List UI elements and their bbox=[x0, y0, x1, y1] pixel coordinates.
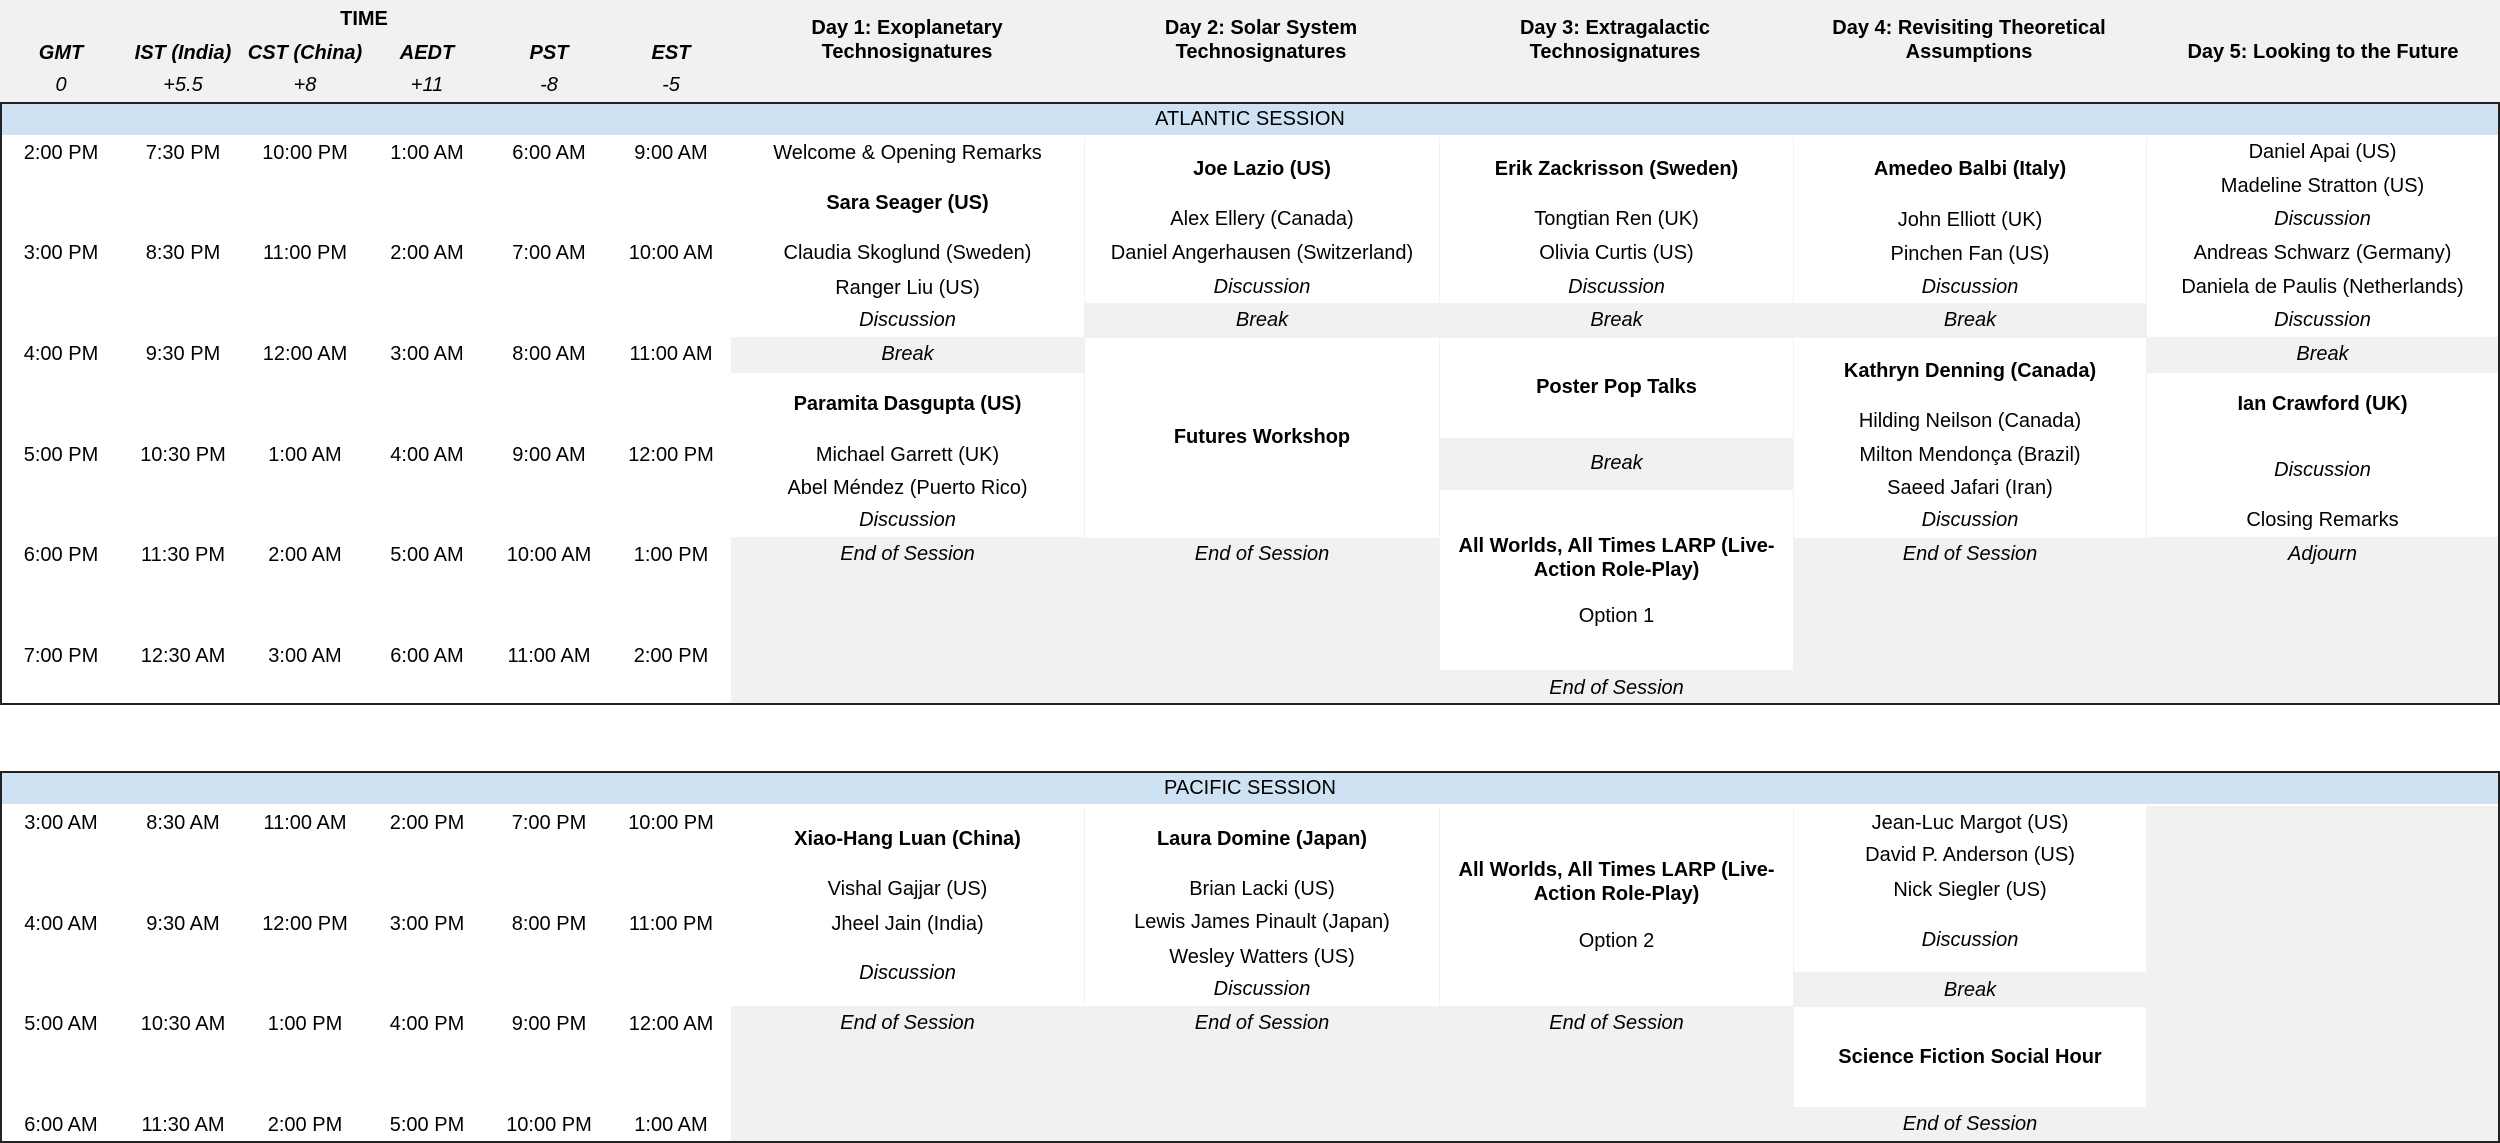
time-cell: 4:00 AM bbox=[390, 444, 464, 466]
time-cell: 7:00 PM bbox=[23, 645, 99, 667]
time-cell: 6:00 AM bbox=[512, 142, 586, 164]
speaker: Wesley Watters (US) bbox=[1169, 946, 1355, 968]
speaker: Daniela de Paulis (Netherlands) bbox=[2181, 276, 2464, 298]
time-cell: 11:00 AM bbox=[263, 812, 347, 834]
offset-pst: -8 bbox=[540, 74, 558, 96]
time-cell: 11:00 PM bbox=[628, 913, 714, 935]
time-cell: 10:00 AM bbox=[628, 242, 714, 264]
time-cell: 6:00 AM bbox=[24, 1114, 98, 1136]
zone-ist: IST (India) bbox=[134, 42, 232, 64]
time-cell: 10:00 PM bbox=[262, 142, 348, 164]
closing-remarks: Closing Remarks bbox=[2246, 509, 2399, 531]
session-chair: Laura Domine (Japan) bbox=[1156, 828, 1368, 850]
time-cell: 10:00 PM bbox=[628, 812, 714, 834]
break-slot: Break bbox=[881, 343, 934, 365]
time-cell: 8:30 AM bbox=[146, 812, 220, 834]
break-slot: Break bbox=[2296, 343, 2349, 365]
time-cell: 2:00 AM bbox=[268, 544, 342, 566]
session-chair: Kathryn Denning (Canada) bbox=[1843, 360, 2097, 382]
time-cell: 12:00 PM bbox=[262, 913, 348, 935]
time-cell: 12:30 AM bbox=[140, 645, 226, 667]
time-cell: 3:00 PM bbox=[23, 242, 99, 264]
day-2-header: Day 2: Solar System Technosignatures bbox=[1164, 17, 1358, 63]
larp-activity: All Worlds, All Times LARP (Live-Action Role-Play) bbox=[1458, 859, 1775, 905]
speaker: Ranger Liu (US) bbox=[835, 277, 980, 299]
time-cell: 6:00 PM bbox=[23, 544, 99, 566]
zone-pst: PST bbox=[529, 42, 569, 64]
larp-activity: All Worlds, All Times LARP (Live-Action Role-Play) bbox=[1458, 535, 1775, 581]
speaker: David P. Anderson (US) bbox=[1865, 844, 2075, 866]
discussion-slot: Discussion bbox=[859, 309, 956, 331]
time-cell: 1:00 PM bbox=[267, 1013, 343, 1035]
offset-ist: +5.5 bbox=[163, 74, 203, 96]
time-cell: 11:00 AM bbox=[629, 343, 713, 365]
speaker: Brian Lacki (US) bbox=[1189, 878, 1335, 900]
discussion-slot: Discussion bbox=[1921, 509, 2019, 531]
end-of-session: End of Session bbox=[1902, 543, 2038, 565]
time-cell: 9:00 PM bbox=[511, 1013, 587, 1035]
speaker: Hilding Neilson (Canada) bbox=[1858, 410, 2082, 432]
speaker: Pinchen Fan (US) bbox=[1890, 243, 2050, 265]
time-cell: 4:00 PM bbox=[389, 1013, 465, 1035]
time-cell: 10:30 PM bbox=[140, 444, 226, 466]
time-cell: 7:00 PM bbox=[511, 812, 587, 834]
speaker: Saeed Jafari (Iran) bbox=[1887, 477, 2053, 499]
atlantic-session-frame bbox=[0, 102, 2500, 705]
time-cell: 5:00 AM bbox=[24, 1013, 98, 1035]
break-slot: Break bbox=[1235, 309, 1289, 331]
time-cell: 2:00 AM bbox=[390, 242, 464, 264]
discussion-slot: Discussion bbox=[1213, 978, 1311, 1000]
break-slot: Break bbox=[1590, 309, 1643, 331]
atlantic-session-title: ATLANTIC SESSION bbox=[2, 104, 2498, 135]
time-cell: 9:30 AM bbox=[146, 913, 220, 935]
session-chair: Amedeo Balbi (Italy) bbox=[1873, 158, 2067, 180]
time-cell: 1:00 AM bbox=[268, 444, 342, 466]
time-cell: 1:00 AM bbox=[390, 142, 464, 164]
time-label: TIME bbox=[340, 8, 388, 30]
time-cell: 10:30 AM bbox=[140, 1013, 226, 1035]
time-cell: 3:00 AM bbox=[390, 343, 464, 365]
zone-est: EST bbox=[651, 42, 691, 64]
time-cell: 11:30 AM bbox=[141, 1114, 225, 1136]
time-cell: 4:00 PM bbox=[23, 343, 99, 365]
day-3-header: Day 3: Extragalactic Technosignatures bbox=[1519, 17, 1711, 63]
end-of-session: End of Session bbox=[840, 543, 975, 565]
time-cell: 11:00 PM bbox=[262, 242, 348, 264]
time-cell: 1:00 PM bbox=[633, 544, 709, 566]
time-cell: 3:00 PM bbox=[389, 913, 465, 935]
discussion-slot: Discussion bbox=[2274, 208, 2371, 230]
speaker: Olivia Curtis (US) bbox=[1539, 242, 1694, 264]
end-of-session: End of Session bbox=[1194, 1012, 1330, 1034]
offset-cst: +8 bbox=[293, 74, 317, 96]
time-cell: 1:00 AM bbox=[634, 1114, 708, 1136]
speaker: Tongtian Ren (UK) bbox=[1534, 208, 1699, 230]
end-of-session: End of Session bbox=[1549, 1012, 1684, 1034]
day-1-header: Day 1: Exoplanetary Technosignatures bbox=[811, 17, 1003, 63]
time-cell: 7:30 PM bbox=[145, 142, 221, 164]
session-chair: Erik Zackrisson (Sweden) bbox=[1494, 158, 1739, 180]
break-slot: Break bbox=[1943, 309, 1997, 331]
speaker: John Elliott (UK) bbox=[1897, 209, 2043, 231]
time-cell: 12:00 PM bbox=[628, 444, 714, 466]
time-cell: 2:00 PM bbox=[389, 812, 465, 834]
discussion-slot: Discussion bbox=[1213, 276, 1311, 298]
time-cell: 9:30 PM bbox=[145, 343, 221, 365]
discussion-slot: Discussion bbox=[859, 509, 956, 531]
discussion-slot: Discussion bbox=[1921, 929, 2019, 951]
time-cell: 9:00 AM bbox=[512, 444, 586, 466]
time-cell: 5:00 PM bbox=[23, 444, 99, 466]
discussion-slot: Discussion bbox=[1568, 276, 1665, 298]
speaker: Lewis James Pinault (Japan) bbox=[1134, 911, 1390, 933]
time-cell: 3:00 AM bbox=[24, 812, 98, 834]
poster-talks: Poster Pop Talks bbox=[1536, 376, 1697, 398]
larp-option: Option 1 bbox=[1578, 605, 1655, 627]
time-cell: 2:00 PM bbox=[267, 1114, 343, 1136]
speaker: Nick Siegler (US) bbox=[1893, 879, 2047, 901]
speaker: Madeline Stratton (US) bbox=[2220, 175, 2425, 197]
end-of-session: End of Session bbox=[840, 1012, 975, 1034]
workshop: Futures Workshop bbox=[1173, 426, 1351, 448]
adjourn: Adjourn bbox=[2288, 543, 2357, 565]
speaker: Milton Mendonça (Brazil) bbox=[1859, 444, 2081, 466]
speaker: Michael Garrett (UK) bbox=[815, 444, 1000, 466]
pacific-session-title: PACIFIC SESSION bbox=[2, 773, 2498, 804]
larp-option: Option 2 bbox=[1578, 930, 1655, 952]
speaker: Daniel Angerhausen (Switzerland) bbox=[1110, 242, 1414, 264]
speaker: Andreas Schwarz (Germany) bbox=[2193, 242, 2452, 264]
time-cell: 8:00 PM bbox=[511, 913, 587, 935]
end-of-session: End of Session bbox=[1194, 543, 1330, 565]
time-cell: 7:00 AM bbox=[512, 242, 586, 264]
offset-gmt: 0 bbox=[55, 74, 67, 96]
day-4-header: Day 4: Revisiting Theoretical Assumptions bbox=[1832, 17, 2106, 63]
session-chair: Joe Lazio (US) bbox=[1193, 158, 1331, 180]
opening-remarks: Welcome & Opening Remarks bbox=[773, 142, 1042, 164]
offset-aedt: +11 bbox=[410, 74, 444, 96]
time-cell: 12:00 AM bbox=[628, 1013, 714, 1035]
time-cell: 11:30 PM bbox=[140, 544, 226, 566]
session-chair: Ian Crawford (UK) bbox=[2237, 393, 2408, 415]
speaker: Alex Ellery (Canada) bbox=[1170, 208, 1354, 230]
time-cell: 5:00 AM bbox=[390, 544, 464, 566]
day-5-header: Day 5: Looking to the Future bbox=[2187, 41, 2459, 63]
time-cell: 10:00 AM bbox=[506, 544, 592, 566]
time-cell: 10:00 PM bbox=[506, 1114, 592, 1136]
break-slot: Break bbox=[1590, 452, 1643, 474]
offset-est: -5 bbox=[662, 74, 680, 96]
time-cell: 6:00 AM bbox=[390, 645, 464, 667]
time-cell: 3:00 AM bbox=[268, 645, 342, 667]
speaker: Daniel Apai (US) bbox=[2248, 141, 2397, 163]
discussion-slot: Discussion bbox=[2274, 309, 2371, 331]
zone-aedt: AEDT bbox=[399, 42, 455, 64]
session-chair: Xiao-Hang Luan (China) bbox=[794, 828, 1021, 850]
social-hour: Science Fiction Social Hour bbox=[1838, 1046, 2102, 1068]
time-cell: 8:30 PM bbox=[145, 242, 221, 264]
discussion-slot: Discussion bbox=[2274, 459, 2371, 481]
time-cell: 9:00 AM bbox=[634, 142, 708, 164]
speaker: Jean-Luc Margot (US) bbox=[1871, 812, 2069, 834]
speaker: Jheel Jain (India) bbox=[831, 913, 984, 935]
end-of-session: End of Session bbox=[1902, 1113, 2038, 1135]
time-cell: 8:00 AM bbox=[512, 343, 586, 365]
session-chair: Paramita Dasgupta (US) bbox=[793, 393, 1022, 415]
zone-cst: CST (China) bbox=[247, 42, 363, 64]
zone-gmt: GMT bbox=[38, 42, 84, 64]
speaker: Abel Méndez (Puerto Rico) bbox=[787, 477, 1028, 499]
break-slot: Break bbox=[1943, 979, 1997, 1001]
discussion-slot: Discussion bbox=[1921, 276, 2019, 298]
time-cell: 4:00 AM bbox=[24, 913, 98, 935]
time-cell: 12:00 AM bbox=[262, 343, 348, 365]
time-cell: 5:00 PM bbox=[389, 1114, 465, 1136]
discussion-slot: Discussion bbox=[859, 962, 956, 984]
speaker: Vishal Gajjar (US) bbox=[827, 878, 988, 900]
session-chair: Sara Seager (US) bbox=[826, 192, 989, 214]
time-cell: 2:00 PM bbox=[23, 142, 99, 164]
time-cell: 2:00 PM bbox=[633, 645, 709, 667]
time-cell: 11:00 AM bbox=[507, 645, 591, 667]
end-of-session: End of Session bbox=[1549, 677, 1684, 699]
speaker: Claudia Skoglund (Sweden) bbox=[783, 242, 1032, 264]
